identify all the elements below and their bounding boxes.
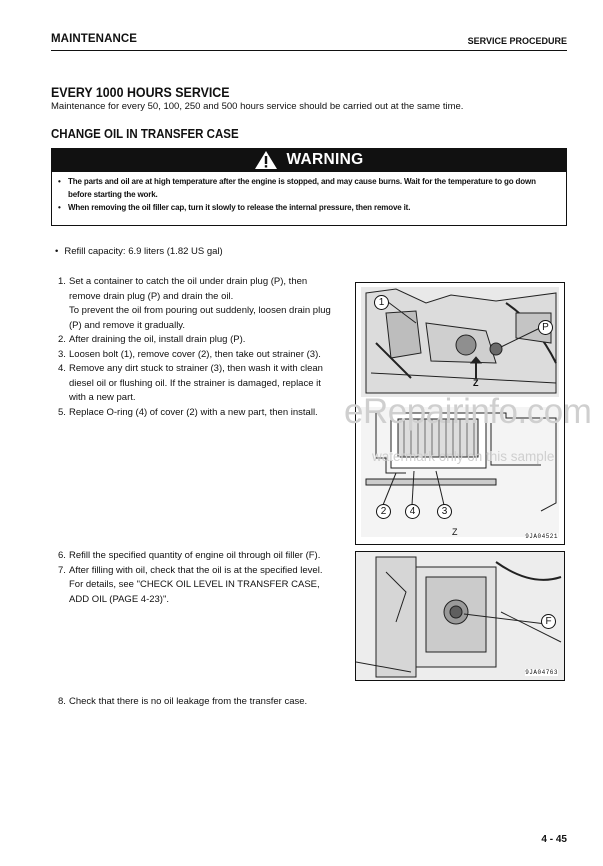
callout-1: 1 [374, 295, 389, 310]
step-3 [58, 348, 348, 363]
step-line: For details, see "CHECK OIL LEVEL IN TRANSFER CASE, [69, 579, 320, 590]
callout-p: P [538, 320, 553, 335]
warning-item: • The parts and oil are at high temperature after the engine is stopped, and may cause burns. Wait for the temperature to go down before starting the work. [58, 175, 560, 201]
step-line: (P) and remove it gradually. [69, 319, 185, 331]
figure-code: 9JA04521 [525, 533, 558, 540]
oil-filler-illustration [356, 552, 565, 681]
step-text: Loosen bolt (1), remove cover (2), then take out strainer (3). [69, 348, 321, 360]
step-text: Refill the specified quantity of engine oil through oil filler (F). [69, 550, 321, 561]
header-chapter: SERVICE PROCEDURE [467, 36, 567, 46]
step-text: Replace O-ring (4) of cover (2) with a new part, then install. [69, 406, 318, 418]
section-intro: Maintenance for every 50, 100, 250 and 500 hours service should be carried out at the same time. [51, 101, 464, 112]
section-title: EVERY 1000 HOURS SERVICE [51, 85, 230, 100]
callout-3: 3 [437, 504, 452, 519]
procedure-steps-6-7 [58, 549, 348, 607]
watermark-text: eRepairinfo.com [344, 392, 592, 431]
header-divider [51, 50, 567, 51]
step-1 [58, 275, 348, 333]
step-5 [58, 406, 348, 421]
warning-item: • When removing the oil filler cap, turn it slowly to release the internal pressure, then remove it. [58, 201, 560, 214]
callout-2: 2 [376, 504, 391, 519]
procedure-steps-1-5 [58, 275, 348, 420]
warning-box [51, 172, 567, 226]
step-text: Check that there is no oil leakage from the transfer case. [69, 696, 308, 707]
subsection-title: CHANGE OIL IN TRANSFER CASE [51, 127, 239, 141]
step-2 [58, 333, 348, 348]
step-line: with a new part. [69, 392, 136, 403]
step-6 [58, 549, 348, 564]
step-text: After draining the oil, install drain plug (P). [69, 334, 246, 345]
step-line: ADD OIL (PAGE 4-23)". [69, 593, 169, 605]
callout-4: 4 [405, 504, 420, 519]
step-number: 2. [58, 334, 66, 345]
figure-oil-filler [355, 551, 565, 681]
step-number: 6. [58, 550, 66, 561]
step-7 [58, 564, 348, 608]
warning-label: WARNING [286, 151, 364, 168]
step-number: 3. [58, 348, 66, 360]
step-4 [58, 362, 348, 406]
procedure-step-8 [58, 695, 348, 710]
figure-code: 9JA04763 [525, 669, 558, 676]
step-number: 7. [58, 564, 66, 576]
step-text [69, 362, 348, 406]
refill-capacity-text: • Refill capacity: 6.9 liters (1.82 US gal) [55, 246, 223, 257]
step-number: 5. [58, 406, 66, 418]
header-section: MAINTENANCE [51, 33, 138, 45]
refill-capacity [55, 246, 223, 257]
step-line: After filling with oil, check that the oil is at the specified level. [69, 564, 323, 576]
step-line: Remove any dirt stuck to strainer (3), then wash it with clean [69, 363, 323, 374]
svg-text:Z: Z [452, 527, 458, 537]
step-8 [58, 695, 348, 710]
step-line: To prevent the oil from pouring out suddenly, loosen drain plug [69, 305, 331, 316]
step-number: 1. [58, 276, 66, 287]
step-line: Set a container to catch the oil under drain plug (P), then [69, 276, 308, 287]
step-number: 4. [58, 363, 66, 374]
step-text [69, 275, 348, 333]
warning-banner [51, 148, 567, 172]
step-number: 8. [58, 696, 66, 707]
step-line: remove drain plug (P) and drain the oil. [69, 290, 234, 302]
watermark-subtext: watermark only on this sample [372, 449, 555, 464]
warning-triangle-icon [254, 150, 278, 170]
svg-text:Z: Z [473, 378, 479, 388]
step-line: diesel oil or flushing oil. If the strainer is damaged, replace it [69, 377, 321, 389]
step-text [69, 564, 348, 608]
page-number: 4 - 45 [541, 834, 567, 845]
callout-f: F [541, 614, 556, 629]
